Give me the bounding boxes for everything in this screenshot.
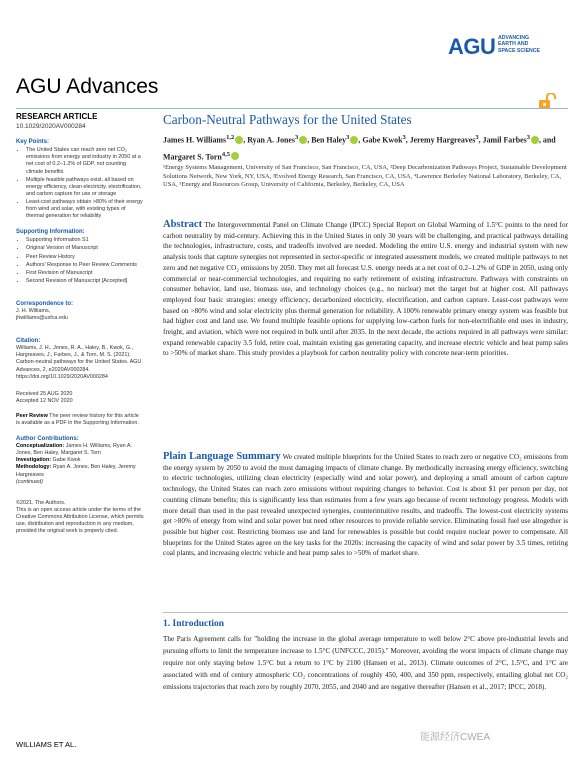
author-list: James H. Williams$^{1,2}$ , Ryan A. Jones$^3$ , Ben Haley$^3$ , Gabe Kwok$^3$, Jeremy Hargreaves$^3$, Jamil Farbes$^3$ , and Margaret S. Torn$^{4,5}$ [163,134,556,162]
contribution-conceptualization: Conceptualization: James H. Williams, Ryan A. Jones, Ben Haley, Margaret S. Torn [16,443,132,457]
abstract-text: The Intergovernmental Panel on Climate Change (IPCC) Special Report on Global Warming of 1.5°C points to the need for carbon neutrality by mid-century. Achieving this in the United States in only 30 years will be challenging, and practical pathways detailing the technologies, infrastructure, costs, and tradeoffs involved are needed. Modeling the entire U.S. energy and industrial system with new analysis tools that capture synergies not represented in sector-specific or integrated assessment models, we created multiple pathways to net zero and net negative CO₂ emissions by 2050. They met all forecast U.S. energy needs at a net cost of 0.2–1.2% of GDP in 2050, using only commercial or near-commercial technologies, and requiring no early retirement of existing infrastructure. Pathways with constraints on consumer behavior, land use, biomass use, and technology choices (e.g., no nuclear) met the target but at higher cost. All pathways employed four basic strategies: energy efficiency, decarbonized electricity, electrification, and carbon capture. Least-cost pathways were based on >80% wind and solar electricity plus thermal generation for reliability. A 100% renewable primary energy system was feasible but had higher cost and land use. We found multiple feasible options for supplying low-carbon fuels for non-electrifiable end uses in industry, freight, and aviation, which were not required in bulk until after 2035. In the next decade, the actions required in all pathways were similar: expand renewable capacity 3.5 fold, retire coal, maintain existing gas generating capacity, and increase electric vehicle and heat pump sales to >50% of market share. This study provides a playbook for carbon neutrality policy with concrete near-term priorities. [163,221,568,358]
continued-note: (continued) [16,478,43,485]
supporting-info-link[interactable]: • Authors' Response to Peer Review Comments [26,262,144,269]
peer-review-note [16,413,144,427]
abstract-section [163,220,568,359]
received-date: Received 25 AUG 2020 [16,390,73,397]
copyright: ©2021. The Authors. [16,499,66,506]
correspondence-label: Correspondence to: [16,300,74,307]
agu-logo-word: AGU [448,34,496,59]
key-points-label: Key Points: [16,139,50,146]
orcid-icon[interactable] [235,136,243,144]
peer-review-label: Peer Review [16,412,48,419]
watermark: 能源经济CWEA [420,732,490,743]
agu-logo [448,34,568,64]
supporting-info-link[interactable]: • Original Version of Manuscript [26,245,144,252]
article-type: RESEARCH ARTICLE [16,112,98,121]
key-point: • The United States can reach zero net CO₂ emissions from energy and industry in 2050 at a net cost of 0.2–1.2% of GDP, not counting climate benefits [26,147,144,175]
correspondence-email[interactable]: jhwilliams@usfca.edu [16,315,68,322]
orcid-icon[interactable] [299,136,307,144]
peer-review-text: The peer review history for this article is available as a PDF in the Supporting Information. [16,412,139,426]
orcid-icon[interactable] [231,152,239,160]
contribution-investigation: Investigation: Gabe Kwok [16,457,81,464]
supporting-info-link[interactable]: • Second Revision of Manuscript [Accepted] [26,278,144,285]
author-name[interactable]: Jeremy Hargreaves [409,135,476,145]
key-point: • Multiple feasible pathways exist, all based on energy efficiency, clean electricity, electrification, and carbon capture for use or storage [26,177,144,198]
plain-language-heading: Plain Language Summary [163,451,281,462]
plain-language-text: We created multiple blueprints for the United States to reach zero or negative CO₂ emissions from the energy system by 2050 to avoid the most damaging impacts of climate change. By methodically increasing energy efficiency, switching to electric technologies, utilizing clean electricity (especially wind and solar power), and deploying a small amount of carbon capture technology, the United States can reach zero emissions without requiring changes to behavior. Cost is about $1 per person per day, not counting climate benefits; this is significantly less than estimates from a few years ago because of recent technology progress. Models with more detail than used in the past revealed unexpected synergies, counterintuitive results, and tradeoffs. The lowest-cost electricity systems get >80% of energy from wind and solar power but need other resources to provide reliable service. Eliminating fossil fuel use altogether is possible but higher cost. Restricting biomass use and land for renewables is possible but could require nuclear power to compensate. All blueprints for the United States agree on the key tasks for the 2020s: increasing the capacity of wind and solar power by 3.5 times, retiring coal plants, and increasing electric vehicle and heat pump sales to >50% of market share. [163,453,569,558]
affiliations: ¹Energy Systems Management, University of San Francisco, San Francisco, CA, USA, ²Deep Decarbonization Pathways Project, Sustainable Development Solutions Network, New York, NY, USA, ³Evolved Energy Research, San Francisco, CA, USA, ⁴Lawrence Berkeley National Laboratory, Berkeley, CA, USA, ⁵Energy and Resources Group, University of California, Berkeley, Berkeley, CA, USA [163,164,567,189]
introduction-heading: 1. Introduction [163,619,225,629]
page-footer: WILLIAMS ET AL. [16,740,77,749]
author-contributions-label: Author Contributions: [16,436,79,443]
author-name[interactable]: Ryan A. Jones [247,135,295,145]
author-name[interactable]: Ben Haley [311,135,347,145]
supporting-info-list [16,237,144,285]
citation-text: Williams, J. H., Jones, R. A., Haley, B., Kwok, G., Hargreaves, J., Farbes, J., & Torn, M. S. (2021). Carbon-neutral pathways for the United States. AGU Advances, 2, e2020AV000284. https://doi.org/10.1029/2020AV000284 [16,345,142,380]
supporting-info-label: Supporting Information: [16,229,85,236]
supporting-info-link[interactable]: • Peer Review History [26,254,144,261]
header-divider [16,108,568,109]
supporting-info-link[interactable]: • First Revision of Manuscript [26,270,144,277]
open-access-lock-icon [537,93,559,109]
citation-label: Citation: [16,338,41,345]
orcid-icon[interactable] [350,136,358,144]
key-points-list [16,147,144,220]
article-doi[interactable]: 10.1029/2020AV000284 [16,123,86,131]
introduction-text: The Paris Agreement calls for "holding the increase in the global average temperature to well below 2°C above pre-industrial levels and pursuing efforts to limit the temperature increase to 1.5°C (UNFCCC, 2015)." Moreover, avoiding the worst impacts of climate change may require not only staying below 1.5°C but a return to 1°C by 2100 (Hansen et al., 2013). Climate outcomes of 2°C, 1.5°C, and 1°C are associated with end of century atmospheric CO₂ concentrations of roughly 450, 400, and 350 ppm, respectively, entailing global net CO₂ emissions trajectories that reach zero by roughly 2070, 2055, and 2040 and are negative thereafter (Hansen et al., 2017; IPCC, 2018). [163,635,568,691]
supporting-info-link[interactable]: • Supporting Information S1 [26,237,144,244]
license-text: This is an open access article under the terms of the Creative Commons Attribution License, which permits use, distribution and reproduction in any medium, provided the original work is properly cited. [16,506,144,535]
contribution-methodology: Methodology: Ryan A. Jones, Ben Haley, Jeremy Hargreaves [16,464,136,478]
author-name[interactable]: James H. Williams [163,135,227,145]
plain-language-section [163,452,568,559]
correspondence-name: J. H. Williams, [16,307,51,314]
key-point: • Least-cost pathways obtain >80% of their energy from wind and solar, with existing types of thermal generation for reliability [26,199,144,220]
author-name[interactable]: Margaret S. Torn [163,152,222,162]
author-name[interactable]: Jamil Farbes [482,135,527,145]
abstract-heading: Abstract [163,219,203,230]
article-title: Carbon-Neutral Pathways for the United States [163,112,412,127]
author-name[interactable]: Gabe Kwok [362,135,403,145]
accepted-date: Accepted 12 NOV 2020 [16,397,73,404]
orcid-icon[interactable] [531,136,539,144]
section-divider [163,612,568,613]
article-sidebar [16,111,144,535]
journal-name: AGU Advances [16,75,159,98]
agu-logo-tagline: ADVANCING EARTH AND SPACE SCIENCE [498,35,540,54]
